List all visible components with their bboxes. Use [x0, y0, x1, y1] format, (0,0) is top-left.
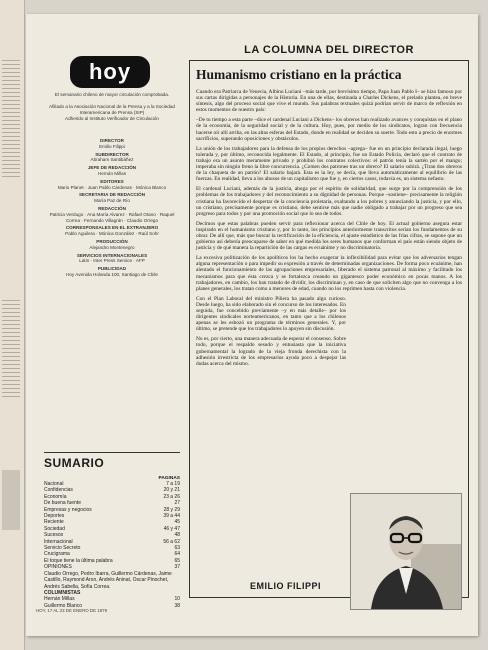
article-paragraph: Decimos que estas palabras pueden servir para reflexionar acerca del Chile de hoy. El actual gobierno asegura estar inspirado en el humanismo cristiano y, por lo tanto, los principios anteriormente transcritos serían los fundamentos de su obrar. De allí que, más que buscar la rectificación de la eficiencia, el ajuste estadístico de las frías cifras, se supone que un gobierno así debería preocuparse de saber en qué medida los seres humanos que conforman el país están siendo objeto de justicia y de qué manera la repartición de las cargas es ecuánime y no discriminatoria.	[196, 220, 462, 252]
article-paragraph: Cuando era Patriarca de Venecia, Albino Luciani –más tarde, por brevísimo tiempo, Papa Juan Pablo I– se hizo famoso por sus cartas dirigidas a personajes de la Historia. En una de ellas, destinada a Charles Dickens, el prelado plantea, en breve síntesis, algo del proceso social que vive el mundo. Sus palabras textuales quizá podrían servir de marco de reflexión en estos momentos de nuestro país:	[196, 89, 462, 114]
masthead-names: Abraham Santibáñez	[90, 157, 134, 163]
masthead-role: CORRESPONSALES EN EL EXTRANJERO	[65, 225, 159, 231]
section-title: LA COLUMNA DEL DIRECTOR	[244, 44, 414, 56]
masthead-role: SUBDIRECTOR	[95, 151, 129, 157]
masthead-role: DIRECTOR	[100, 138, 124, 143]
issue-footer: HOY, 17 AL 23 DE ENERO DE 1979	[36, 608, 108, 613]
affiliation-line: Adherido al Instituto Verificador de Circulación	[65, 115, 159, 121]
masthead-credits	[44, 136, 180, 278]
article-paragraph: Con el Plan Laboral del ministro Piñera ha pasado algo curioso. Desde luego, ha sido elaborado sin el concurso de los interesados. En seguida, fue concebido previamente –y en más detalle– por los dirigentes sindicales norteamericanos, en tanto que a los chilenos apenas se les esbozó un programa de términos generales. Y, por último, se pretende que los trabajadores lo apoyen sin discusión.	[196, 295, 346, 333]
magazine-page	[26, 14, 478, 636]
author-signature: EMILIO FILIPPI	[250, 581, 322, 591]
masthead-names: Hoy Avenida Holanda 100, Santiago de Chile	[66, 271, 158, 277]
article-paragraph: El cardenal Luciani, además de la justicia, aboga por el espíritu de solidaridad, que surge por la comprensión de los problemas de los trabajadores y del reconocimiento a su dignidad de personas. Porque –sostiene– precisamente la religión cristiana ha favorecido el despertar de la conciencia proletaria, exaltando a los pobres y anunciando la justicia, y por ello, un cristiano, precisamente porque es cristiano, debe sentirse más que nadie obligado a trabajar por un progreso que sea progreso para todos y por una promoción social que lo sea de todos.	[196, 186, 462, 217]
article-paragraph: La excesiva politización de los apolíticos los ha hecho exagerar la inflexibilidad para evitar que los adversarios tengan alguna representación o para impedir su expresión a través de determinadas organizaciones. De forma poco ecuánime, han alentado el funcionamiento de las agrupaciones empresariales, liberado el sistema patronal al máximo y facilitado los mecanismos para que ésta crezca y se fortalezca creando un gigantesco poder económico en pocas manos. A los trabajadores, en cambio, los han tratado de dividir, los discriminan y, en caso de que soliciten algo que no convenga a los planes generales, los tratan como a menores de edad, cuando no los reprimen hasta con violencia.	[196, 255, 462, 292]
sumario-pages: 63	[174, 545, 180, 552]
sumario-pages: 23 a 26	[163, 493, 180, 500]
sumario-pages: 64	[174, 551, 180, 558]
masthead-role: SECRETARIA DE REDACCIÓN	[78, 192, 146, 198]
masthead-names: María Paz de Río	[94, 198, 130, 204]
masthead-role: PUBLICIDAD	[97, 266, 127, 272]
masthead-role: REDACCIÓN	[98, 205, 126, 211]
masthead-names: Mario Planet · Juan Pablo Cárdenas · Mónica Blanco	[57, 184, 167, 190]
sumario-label: COLUMNISTAS	[44, 589, 81, 596]
masthead-names: Hernán Millas	[97, 170, 127, 176]
sumario-label: Internacional	[44, 538, 73, 545]
sumario-column-header: PAGINAS	[158, 476, 180, 481]
masthead-names: Latin · Inter Press Service · AFP	[79, 258, 145, 264]
previous-page-text	[2, 60, 20, 180]
sumario-pages: 45	[174, 519, 180, 526]
affiliation-line: Afiliado a la Asociación Nacional de la Prensa y a la Sociedad	[49, 104, 175, 109]
column-box	[189, 60, 469, 598]
sumario-pages: 27	[174, 500, 180, 507]
sumario-label: De buena fuente	[44, 500, 81, 507]
sumario-pages: 10	[174, 596, 180, 603]
sumario-label: Confidencias	[44, 487, 73, 494]
sumario-label: Claudio Orrego, Pedro Ibarra, Guillermo Cárdenas, Jaime Castillo, Raymond Aron, Andrés Aninat, Oscar Pinochet, Andrés Sabella, Sofía Correa.	[44, 570, 172, 590]
sumario-label: OPINIONES	[44, 564, 72, 571]
sumario-label: Crucigrama	[44, 551, 70, 558]
article-paragraph: No es, por cierto, una manera adecuada de esperar el consenso. Sobre todo, porque el respaldo sesudo y entusiasta que la iniciativa gubernamental la logrado de la vieja fronda derechista con la adhesión irrestricta de los empresarios ayuda poco a despejar las dudas acerca del mismo.	[196, 336, 346, 367]
sumario-label: Servicio Secreto	[44, 545, 81, 552]
sumario-pages: 38	[174, 602, 180, 609]
sumario-pages: 20 y 21	[163, 487, 180, 494]
sumario-label: Sociedad	[44, 525, 65, 532]
article-paragraph: La unión de los trabajadores para la defensa de los propios derechos –agrega– fue en un principio declarada ilegal, luego tolerada y, por último, reconocida legalmente. El Estado, al principio, fue un Estado Policía, declaró que el contrato de trabajo era un asunto meramente privado y prohibió los contratos colectivos: el patrón tenía la sartén por el mango; imperaba sin ningún freno la libre concurrencia. ¿Comen dos patrones tras un obrero? El salario subirá. ¿Tiran dos obreros de la chaqueta de un patrón? El salario bajará. Esta es la ley, se decía, que lleva automáticamente al equilibrio de las fuerzas. En realidad, lleva a los abusos de un capitalismo que fue y, en ciertos casos, todavía es, un sistema nefasto.	[196, 145, 462, 183]
director-column	[189, 44, 469, 598]
affiliation-line: Interamericana de Prensa (SIP)	[79, 109, 145, 115]
sumario-label: Reciente	[44, 519, 64, 526]
sumario-label: El toque tiene la última palabra	[44, 557, 113, 564]
sumario-label: Deportes	[44, 513, 65, 520]
sumario-label: Nacional	[44, 481, 64, 487]
previous-page-edge	[0, 0, 25, 650]
masthead-role: PRODUCCIÓN	[96, 238, 128, 244]
article-body	[196, 89, 462, 367]
article-paragraph: –De tu tiempo a esta parte –dice el cardenal Luciani a Dickens– los obreros han realizado avances y conquistas en el plano de la economía, de la seguridad social y de la cultura. Hoy, pues, por medio de los sindicatos, logran con frecuencia hacerse oír allí arriba, en las altas esferas del Estado, donde en realidad se deciden su suerte. Todo esto a precio de enormes sacrificios, superando oposiciones y obstáculos.	[196, 117, 462, 142]
sumario-title: SUMARIO	[44, 452, 180, 470]
sumario-label: Hernán Millas	[44, 596, 75, 603]
author-photo	[350, 493, 462, 610]
masthead-names: Alejandro Montenegro	[89, 244, 135, 250]
sumario-label: Guillermo Blanco	[44, 602, 83, 609]
masthead-role: JEFE DE REDACCIÓN	[87, 165, 137, 171]
sumario-label: Empresas y negocios	[44, 506, 92, 513]
masthead-role: EDITORES	[100, 178, 124, 184]
masthead-names: Patricia Verdugo · Ana María Alvarez · Rafael Otano · Raquel Correa · Fernando Villagrán · Claudio Orrego	[49, 211, 175, 223]
sumario-pages: 7 a 19	[166, 481, 180, 487]
sumario-pages: 46 y 47	[163, 525, 180, 532]
tagline: El semanario chileno de mayor circulación comprobada.	[54, 92, 170, 97]
sumario-pages: 39 a 44	[163, 513, 180, 520]
previous-page-text	[2, 300, 20, 400]
masthead-column	[34, 50, 184, 630]
sumario-pages: 28 y 29	[163, 506, 180, 513]
masthead-names: Pablo Aguilera · Mónica González · Raúl Sohr	[65, 231, 159, 237]
sumario-pages: 56 a 62	[163, 538, 180, 545]
hoy-logo: hoy	[70, 56, 150, 88]
sumario-row	[44, 571, 180, 590]
affiliations	[42, 104, 182, 121]
sumario-pages	[177, 571, 180, 590]
previous-page-image	[2, 470, 20, 530]
sumario-list	[44, 476, 180, 609]
sumario-label: Sucesos	[44, 532, 64, 539]
author-portrait-illustration	[351, 494, 461, 609]
article-headline: Humanismo cristiano en la práctica	[196, 67, 402, 82]
sumario-pages: 65	[174, 557, 180, 564]
sumario-label: Economía	[44, 493, 67, 500]
sumario-pages: 48	[174, 532, 180, 539]
sumario-pages: 37	[174, 564, 180, 571]
masthead-names: Emilio Filippi	[99, 143, 125, 149]
masthead-role: SERVICIOS INTERNACIONALES	[76, 252, 148, 258]
